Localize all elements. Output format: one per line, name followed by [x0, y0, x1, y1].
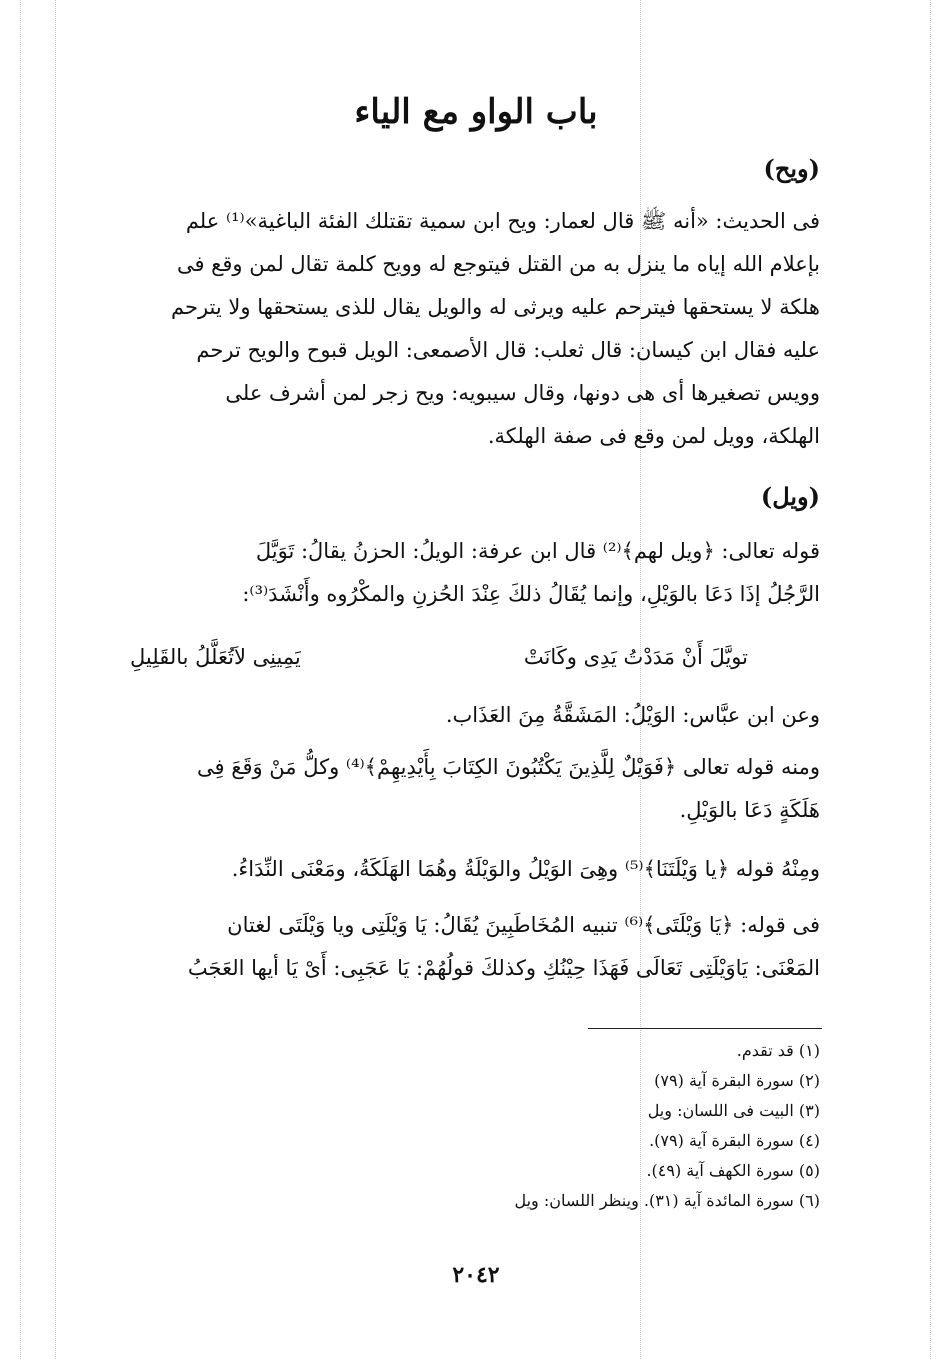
text-line: ومِنْهُ قوله ﴿يا وَيْلَتَنَا﴾⁽⁵⁾ وهِىَ الوَيْلُ والوَيْلَةُ وهُمَا الهَلَكَةُ، ومَعْنَى النِّدَاءُ. — [231, 857, 820, 881]
page-number: ٢٠٤٢ — [452, 1262, 500, 1288]
entry-wayl-paragraph-3 — [130, 746, 820, 832]
footnote-item: (٢) سورة البقرة آية (٧٩) — [654, 1071, 820, 1090]
text-line: وعن ابن عبَّاس: الوَيْلُ: المَشَقَّةُ مِنَ العَذَاب. — [445, 703, 820, 727]
footnote-item: (٣) البيت فى اللسان: ويل — [647, 1101, 820, 1120]
scan-guide-line — [20, 0, 21, 1359]
chapter-title: باب الواو مع الياء — [354, 92, 598, 132]
footnote-item: (١) قد تقدم. — [736, 1041, 820, 1060]
text-line: وويس تصغيرها أى هى دونها، وقال سيبويه: ويح زجر لمن أشرف على — [225, 381, 820, 405]
text-line: عليه فقال ابن كيسان: قال ثعلب: قال الأصمعى: الويل قبوح والويح ترحم — [196, 338, 820, 362]
footnotes-list — [300, 1036, 820, 1216]
footnote-item: (٦) سورة المائدة آية (٣١). وينظر اللسان: ويل — [514, 1191, 820, 1210]
text-line: الرَّجُلُ إذَا دَعَا بالوَيْلِ، وإنما يُقَالُ ذلكَ عِنْدَ الحُزنِ والمكْرُوه وأَنْشَدَ⁽³⁾: — [242, 582, 820, 606]
poem-hemistich-first: تويَّلَ أَنْ مَدَدْتُ يَدِى وكَانَتْ — [523, 645, 748, 669]
text-line: المَعْنَى: يَاوَيْلَتِى تَعَالَى فَهَذَا حِيْنُكِ وكذلكَ قولُهُمْ: يَا عَجَبِى: أَىْ يَا أيها العَجَبُ — [187, 956, 820, 980]
text-line: هلكة لا يستحقها فيترحم عليه ويرثى له والويل يقال للذى يستحقها ولا يترحم — [171, 295, 820, 319]
text-line: فى الحديث: «أنه ﷺ قال لعمار: ويح ابن سمية تقتلك الفئة الباغية»⁽¹⁾ علم — [185, 209, 820, 233]
entry-wayh-paragraph — [130, 200, 820, 458]
entry-wayl-paragraph-4 — [130, 848, 820, 891]
entry-head-wayl: (ويل) — [760, 482, 820, 511]
scan-guide-line — [930, 0, 931, 1359]
entry-head-wayh: (ويح) — [763, 154, 820, 183]
footnote-item: (٥) سورة الكهف آية (٤٩). — [646, 1161, 820, 1180]
text-line: قوله تعالى: ﴿ويل لهم﴾⁽²⁾ قال ابن عرفة: الويلُ: الحزنُ يقالُ: تَوَيَّلَ — [255, 539, 820, 563]
text-line: بإعلام الله إياه ما ينزل به من القتل فيتوجع له وويح كلمة تقال لمن وقع فى — [176, 252, 820, 276]
text-line: فى قوله: ﴿يَا وَيْلَتَى﴾⁽⁶⁾ تنبيه المُخَاطَبِينَ يُقَالُ: يَا وَيْلَتِى ويا وَيْلَتَى لغتان — [227, 913, 820, 937]
text-line: الهلكة، وويل لمن وقع فى صفة الهلكة. — [487, 424, 820, 448]
scan-guide-line — [55, 0, 56, 1359]
footnote-separator — [588, 1028, 822, 1029]
poem-hemistich-second: يَمِينِى لاَتُعَلَّلُ بالقَلِيلِ — [130, 645, 301, 669]
text-line: هَلَكَةٍ دَعَا بالوَيْلِ. — [679, 798, 820, 822]
entry-wayl-paragraph-1 — [130, 530, 820, 616]
entry-wayl-paragraph-5 — [130, 904, 820, 990]
entry-wayl-paragraph-2 — [130, 694, 820, 737]
text-line: ومنه قوله تعالى ﴿فَوَيْلٌ لِلَّذِينَ يَكْتُبُونَ الكِتَابَ بِأَيْدِيهِمْ﴾⁽⁴⁾ وكلُّ مَنْ وَقَعَ فِى — [197, 755, 820, 779]
footnote-item: (٤) سورة البقرة آية (٧٩). — [649, 1131, 820, 1150]
poem-verse — [130, 636, 820, 679]
